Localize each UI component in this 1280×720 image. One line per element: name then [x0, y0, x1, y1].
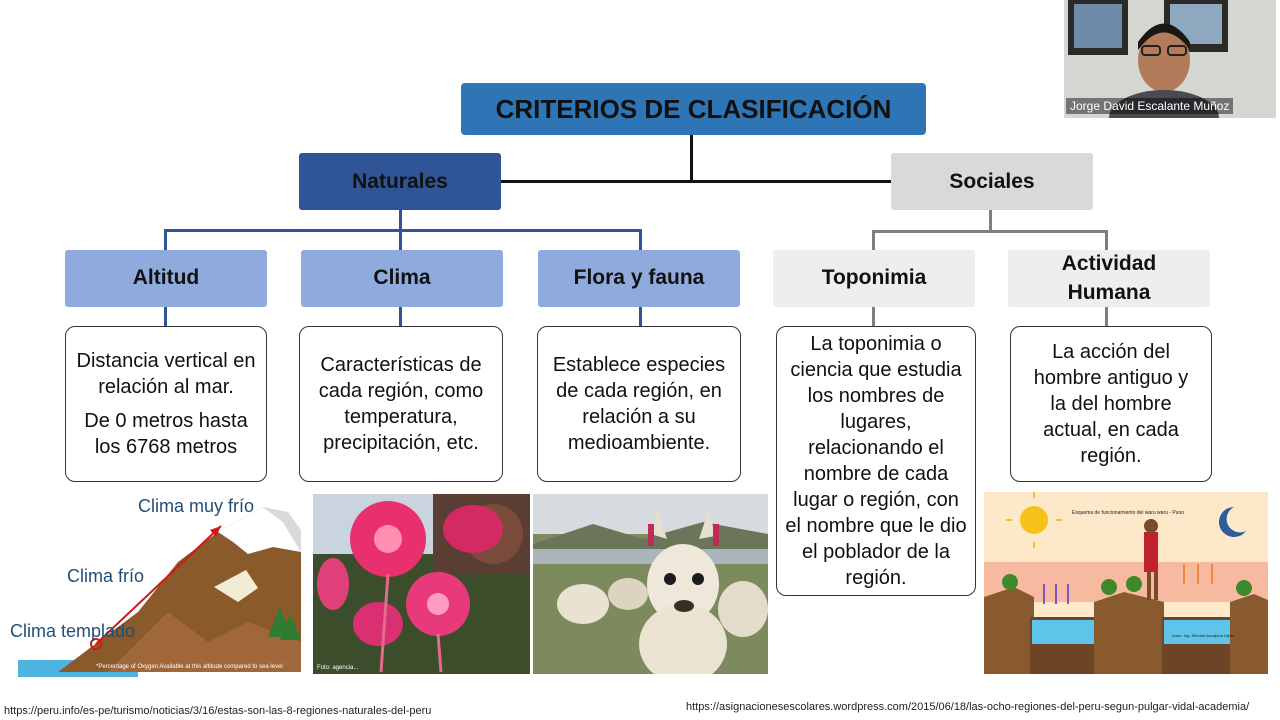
connector-naturales-horizontal	[164, 229, 642, 232]
diagram-title: CRITERIOS DE CLASIFICACIÓN	[461, 83, 926, 135]
desc-clima	[299, 326, 503, 482]
desc-toponimia-text: La toponimia o ciencia que estudia los nombres de lugares, relacionando el nombre de cada lugar o región, con el nombre que le dio el poblador de la región.	[785, 333, 967, 589]
desc-altitud-line-1: Distancia vertical en relación al mar.	[76, 350, 256, 398]
alpaca-photo-svg	[533, 494, 768, 674]
flower-caption: Foto: agencia...	[317, 665, 359, 671]
desc-actividad-humana	[1010, 326, 1212, 482]
waru-waru-illustration	[984, 492, 1268, 674]
desc-altitud-line-2: De 0 metros hasta los 6768 metros	[84, 410, 248, 458]
label-clima-muy-frio: Clima muy frío	[138, 496, 255, 516]
desc-clima-text: Características de cada región, como temperatura, precipitación, etc.	[318, 354, 484, 454]
connector-actividad	[1105, 230, 1108, 250]
connector-sociales-horizontal	[872, 230, 1108, 233]
waru-author: Autor: Ing. Richard Ancajima Ojeda	[1172, 633, 1235, 638]
label-clima-templado: Clima templado	[10, 621, 136, 641]
webcam-video[interactable]	[1064, 0, 1276, 118]
criterion-altitud: Altitud	[65, 250, 267, 307]
flower-photo-svg	[313, 494, 530, 674]
desc-flora-fauna	[537, 326, 741, 482]
desc-actividad-text: La acción del hombre antiguo y la del hombre actual, en cada región.	[1033, 341, 1189, 467]
desc-flora-text: Establece especies de cada región, en relación a su medioambiente.	[552, 354, 726, 454]
flower-photo	[313, 494, 530, 674]
category-sociales: Sociales	[891, 153, 1093, 210]
altitude-caption: *Percentage of Oxygen Available at this altitude compared to sea level	[96, 664, 283, 670]
connector-clima	[399, 229, 402, 250]
source-url-right[interactable]: https://asignacionesescolares.wordpress.com/2015/06/18/las-ocho-regiones-del-peru-segun-pulgar-vidal-academia/	[686, 701, 1250, 713]
criterion-toponimia: Toponimia	[773, 250, 975, 307]
category-naturales: Naturales	[299, 153, 501, 210]
desc-altitud	[65, 326, 267, 482]
connector-toponimia	[872, 230, 875, 250]
label-clima-frio: Clima frío	[67, 566, 145, 586]
waru-title: Esquema de funcionamiento del waru waru - Puno	[1072, 510, 1185, 516]
webcam-participant-name: Jorge David Escalante Muñoz	[1066, 98, 1233, 114]
criterion-actividad-humana: Actividad Humana	[1008, 250, 1210, 307]
connector-flora	[639, 229, 642, 250]
connector-categories	[501, 180, 891, 183]
criterion-clima: Clima	[301, 250, 503, 307]
connector-altitud-desc	[164, 307, 167, 326]
connector-actividad-desc	[1105, 307, 1108, 326]
connector-sociales-down	[989, 210, 992, 232]
desc-toponimia	[776, 326, 976, 596]
mountain-illustration-svg	[18, 492, 305, 677]
waru-waru-svg	[984, 492, 1268, 674]
connector-clima-desc	[399, 307, 402, 326]
connector-flora-desc	[639, 307, 642, 326]
connector-naturales-down	[399, 210, 402, 230]
connector-title-down	[690, 135, 693, 182]
alpaca-photo	[533, 494, 768, 674]
connector-altitud	[164, 229, 167, 250]
criterion-flora-fauna: Flora y fauna	[538, 250, 740, 307]
connector-toponimia-desc	[872, 307, 875, 326]
source-url-left[interactable]: https://peru.info/es-pe/turismo/noticias/3/16/estas-son-las-8-regiones-naturales-del-peru	[4, 705, 432, 717]
altitude-illustration	[10, 492, 305, 677]
